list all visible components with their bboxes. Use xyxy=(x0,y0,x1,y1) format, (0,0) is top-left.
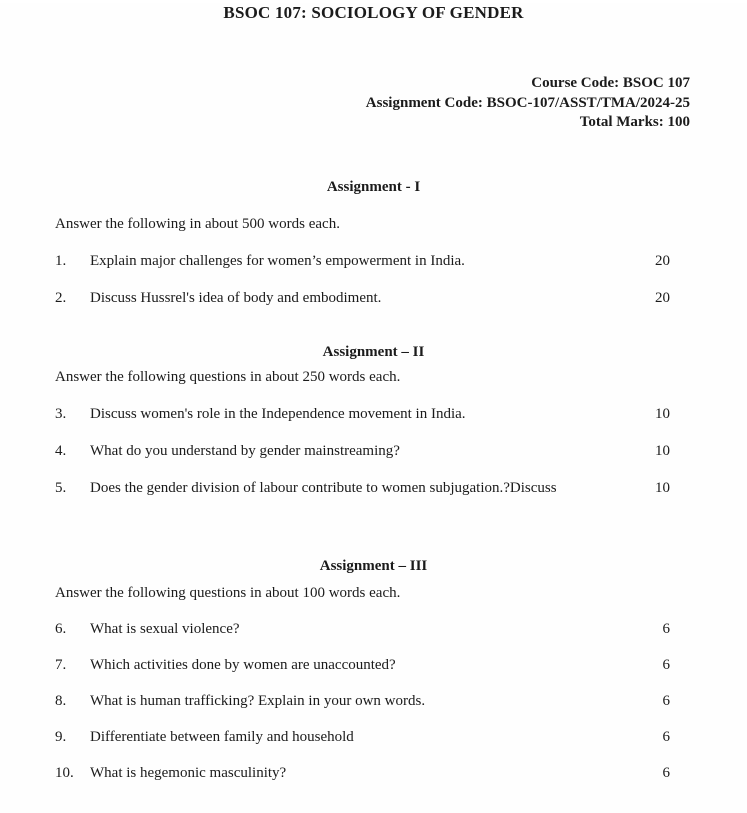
assignment-section xyxy=(0,177,747,308)
question-text: What is hegemonic masculinity? xyxy=(90,764,287,781)
question-text: Discuss Hussrel's idea of body and embodiment. xyxy=(90,289,382,306)
assignment-document xyxy=(0,3,747,813)
question-row xyxy=(55,619,670,639)
question-marks: 6 xyxy=(662,656,670,673)
question-text: Does the gender division of labour contribute to women subjugation.?Discuss xyxy=(90,479,557,496)
question-marks: 6 xyxy=(662,728,670,745)
total-marks: Total Marks: 100 xyxy=(579,114,690,130)
question-row xyxy=(55,404,670,424)
assignment-section xyxy=(0,556,747,783)
section-instruction: Answer the following questions in about 250 words each. xyxy=(55,368,401,385)
question-text: Explain major challenges for women’s empowerment in India. xyxy=(90,252,465,269)
question-row xyxy=(55,288,670,308)
question-list xyxy=(0,404,747,498)
question-list xyxy=(0,251,747,308)
question-marks: 6 xyxy=(662,692,670,709)
question-number: 3. xyxy=(55,405,67,422)
page-title: BSOC 107: SOCIOLOGY OF GENDER xyxy=(223,3,524,22)
question-row xyxy=(55,655,670,675)
question-row xyxy=(55,251,670,271)
course-code: Course Code: BSOC 107 xyxy=(531,75,690,91)
question-row xyxy=(55,441,670,461)
question-marks: 10 xyxy=(655,479,670,496)
question-number: 9. xyxy=(55,728,67,745)
assignment-section xyxy=(0,342,747,498)
question-row xyxy=(55,691,670,711)
question-marks: 10 xyxy=(655,442,670,459)
question-text: What do you understand by gender mainstreaming? xyxy=(90,442,400,459)
question-text: Discuss women's role in the Independence movement in India. xyxy=(90,405,466,422)
section-instruction: Answer the following questions in about 100 words each. xyxy=(55,584,401,601)
question-marks: 20 xyxy=(655,252,670,269)
section-heading: Assignment - I xyxy=(326,178,421,195)
question-number: 1. xyxy=(55,252,67,269)
question-number: 6. xyxy=(55,620,67,637)
question-text: What is sexual violence? xyxy=(90,620,240,637)
question-number: 10. xyxy=(55,764,74,781)
question-row xyxy=(55,478,670,498)
question-marks: 10 xyxy=(655,405,670,422)
question-number: 4. xyxy=(55,442,67,459)
question-marks: 6 xyxy=(662,764,670,781)
question-text: What is human trafficking? Explain in your own words. xyxy=(90,692,426,709)
question-number: 5. xyxy=(55,479,67,496)
question-number: 8. xyxy=(55,692,67,709)
question-text: Differentiate between family and household xyxy=(90,728,354,745)
header-meta xyxy=(0,74,690,133)
assignment-code: Assignment Code: BSOC-107/ASST/TMA/2024-25 xyxy=(365,94,690,111)
question-number: 7. xyxy=(55,656,67,673)
question-number: 2. xyxy=(55,289,67,306)
question-row xyxy=(55,763,670,783)
section-heading: Assignment – III xyxy=(319,557,428,574)
section-heading: Assignment – II xyxy=(322,343,425,360)
sections-container xyxy=(0,177,747,783)
question-marks: 20 xyxy=(655,289,670,306)
question-list xyxy=(0,619,747,783)
section-instruction: Answer the following in about 500 words each. xyxy=(55,215,340,232)
question-row xyxy=(55,727,670,747)
question-marks: 6 xyxy=(662,620,670,637)
question-text: Which activities done by women are unaccounted? xyxy=(90,656,396,673)
